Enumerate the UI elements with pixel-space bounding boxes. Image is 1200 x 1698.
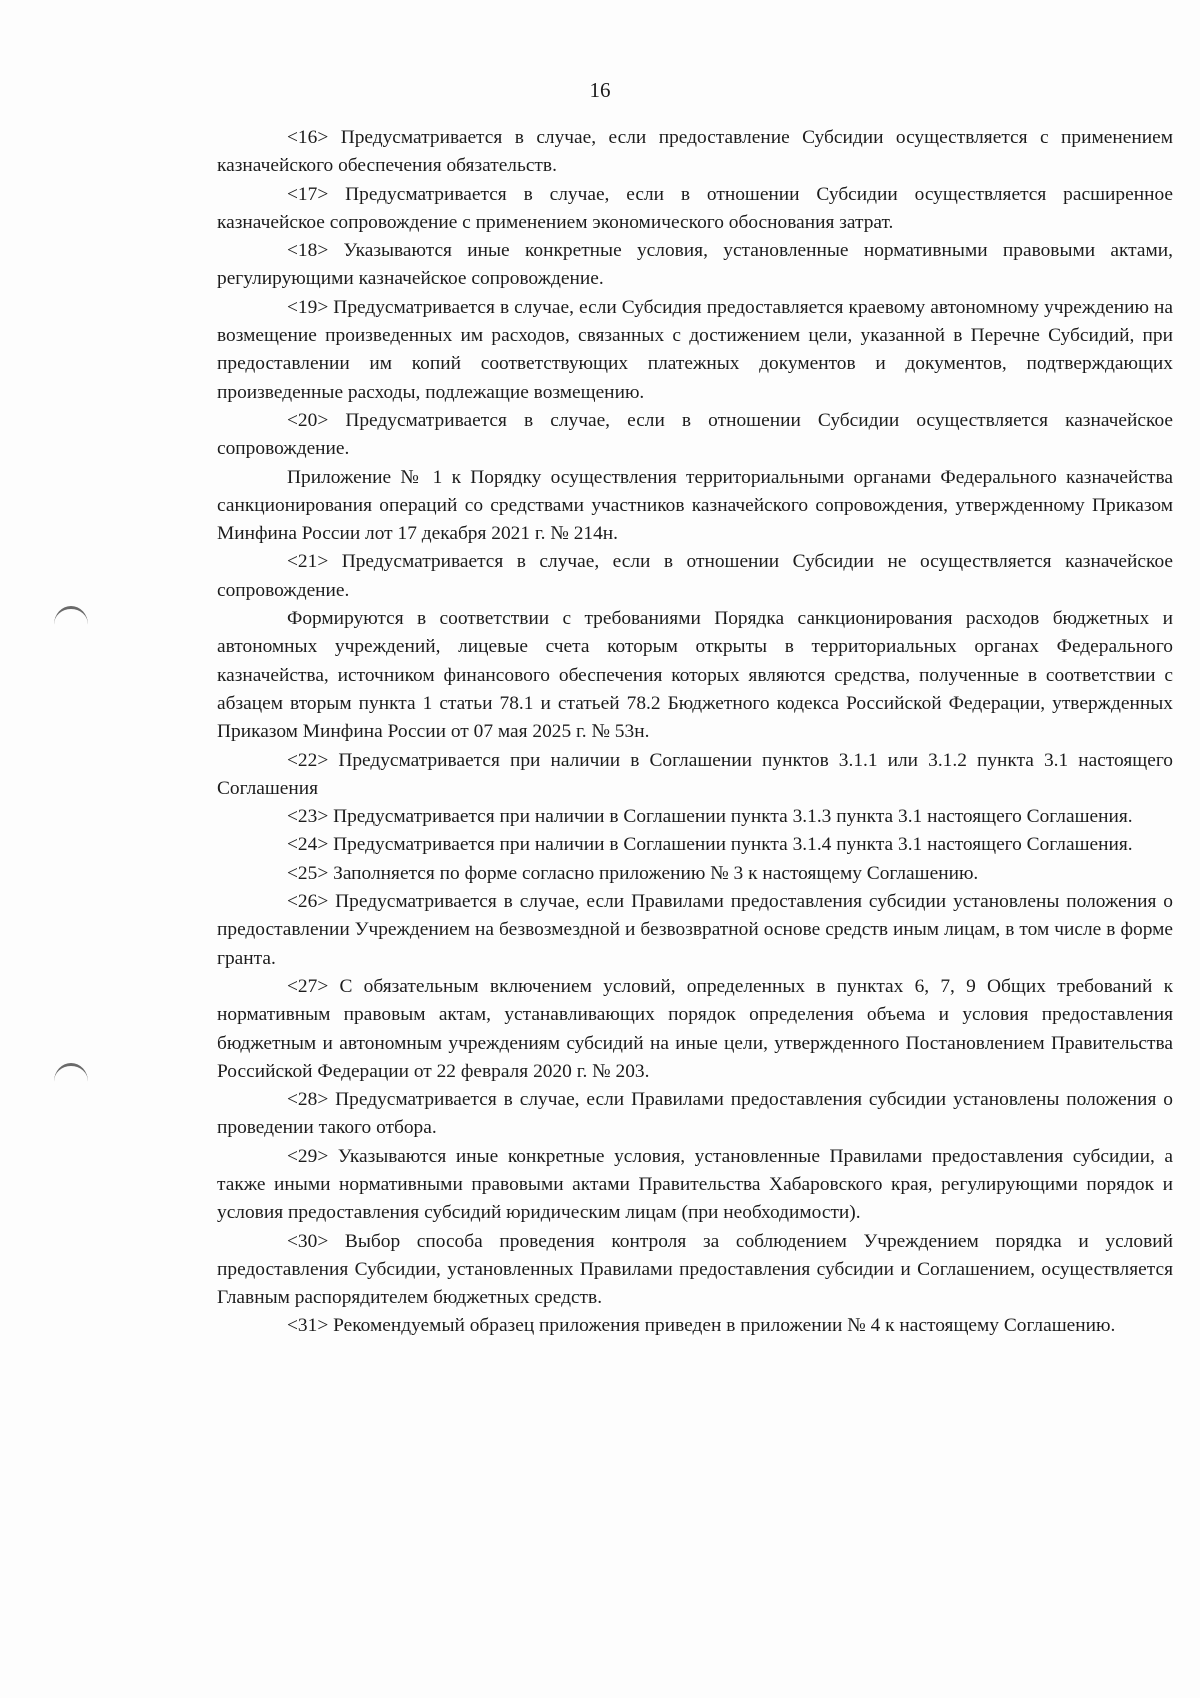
footnote-28: <28> Предусматривается в случае, если Правилами предоставления субсидии установлены положения о проведении такого отбора. <box>217 1089 1173 1139</box>
footnote-22: <22> Предусматривается при наличии в Соглашении пунктов 3.1.1 или 3.1.2 пункта 3.1 настоящего Соглашения <box>217 749 1173 799</box>
footnote-16: <16> Предусматривается в случае, если предоставление Субсидии осуществляется с применением казначейского обеспечения обязательств. <box>217 127 1173 177</box>
footnote-23: <23> Предусматривается при наличии в Соглашении пункта 3.1.3 пункта 3.1 настоящего Соглашения. <box>287 806 1133 828</box>
formation-requirements-paragraph: Формируются в соответствии с требованиями Порядка санкционирования расходов бюджетных и автономных учреждений, лицевые счета которым открыты в территориальных органах Федерального казначейства, источником финансового обеспечения которых являются средства, полученные в соответствии с абзацем вторым пункта 1 статьи 78.1 и статьей 78.2 Бюджетного кодекса Российской Федерации, утвержденных Приказом Минфина России от 07 мая 2025 г. № 53н. <box>217 608 1173 743</box>
footnote-25: <25> Заполняется по форме согласно приложению № 3 к настоящему Соглашению. <box>287 862 979 884</box>
punch-hole-mark <box>54 1063 88 1100</box>
punch-hole-mark <box>54 606 88 643</box>
annex-reference-paragraph: Приложение № 1 к Порядку осуществления территориальными органами Федерального казначейства санкционирования операций со средствами участников казначейского сопровождения, утвержденному Приказом Минфина России лот 17 декабря 2021 г. № 214н. <box>217 466 1173 545</box>
footnote-24: <24> Предусматривается при наличии в Соглашении пункта 3.1.4 пункта 3.1 настоящего Соглашения. <box>287 834 1133 856</box>
footnotes-section <box>217 124 1173 1341</box>
footnote-18: <18> Указываются иные конкретные условия, установленные нормативными правовыми актами, регулирующими казначейское сопровождение. <box>217 240 1173 290</box>
footnote-20: <20> Предусматривается в случае, если в отношении Субсидии осуществляется казначейское сопровождение. <box>217 409 1173 460</box>
footnote-17: <17> Предусматривается в случае, если в отношении Субсидии осуществляется расширенное казначейское сопровождение с применением экономического обоснования затрат. <box>217 183 1173 233</box>
footnote-21: <21> Предусматривается в случае, если в отношении Субсидии не осуществляется казначейское сопровождение. <box>217 551 1173 601</box>
page-number: 16 <box>589 78 611 102</box>
footnote-30: <30> Выбор способа проведения контроля за соблюдением Учреждением порядка и условий предоставления Субсидии, установленных Правилами предоставления субсидии и Соглашением, осуществляется Главным распорядителем бюджетных средств. <box>217 1230 1173 1309</box>
footnote-19: <19> Предусматривается в случае, если Субсидия предоставляется краевому автономному учреждению на возмещение произведенных им расходов, связанных с достижением цели, указанной в Перечне Субсидий, при предоставлении им копий соответствующих платежных документов и документов, подтверждающих произведенные расходы, подлежащие возмещению. <box>217 296 1173 403</box>
footnote-27: <27> С обязательным включением условий, определенных в пунктах 6, 7, 9 Общих требований к нормативным правовым актам, устанавливающих порядок определения объема и условия предоставления бюджетным и автономным учреждениям субсидий на иные цели, утвержденного Постановлением Правительства Российской Федерации от 22 февраля 2020 г. № 203. <box>217 975 1173 1082</box>
footnote-26: <26> Предусматривается в случае, если Правилами предоставления субсидии установлены положения о предоставлении Учреждением на безвозмездной и безвозвратной основе средств иным лицам, в том числе в форме гранта. <box>217 891 1173 969</box>
footnote-29: <29> Указываются иные конкретные условия, установленные Правилами предоставления субсидии, а также иными нормативными правовыми актами Правительства Хабаровского края, регулирующими порядок и условия предоставления субсидий юридическим лицам (при необходимости). <box>217 1145 1173 1224</box>
footnote-31: <31> Рекомендуемый образец приложения приведен в приложении № 4 к настоящему Соглашению. <box>287 1315 1116 1337</box>
